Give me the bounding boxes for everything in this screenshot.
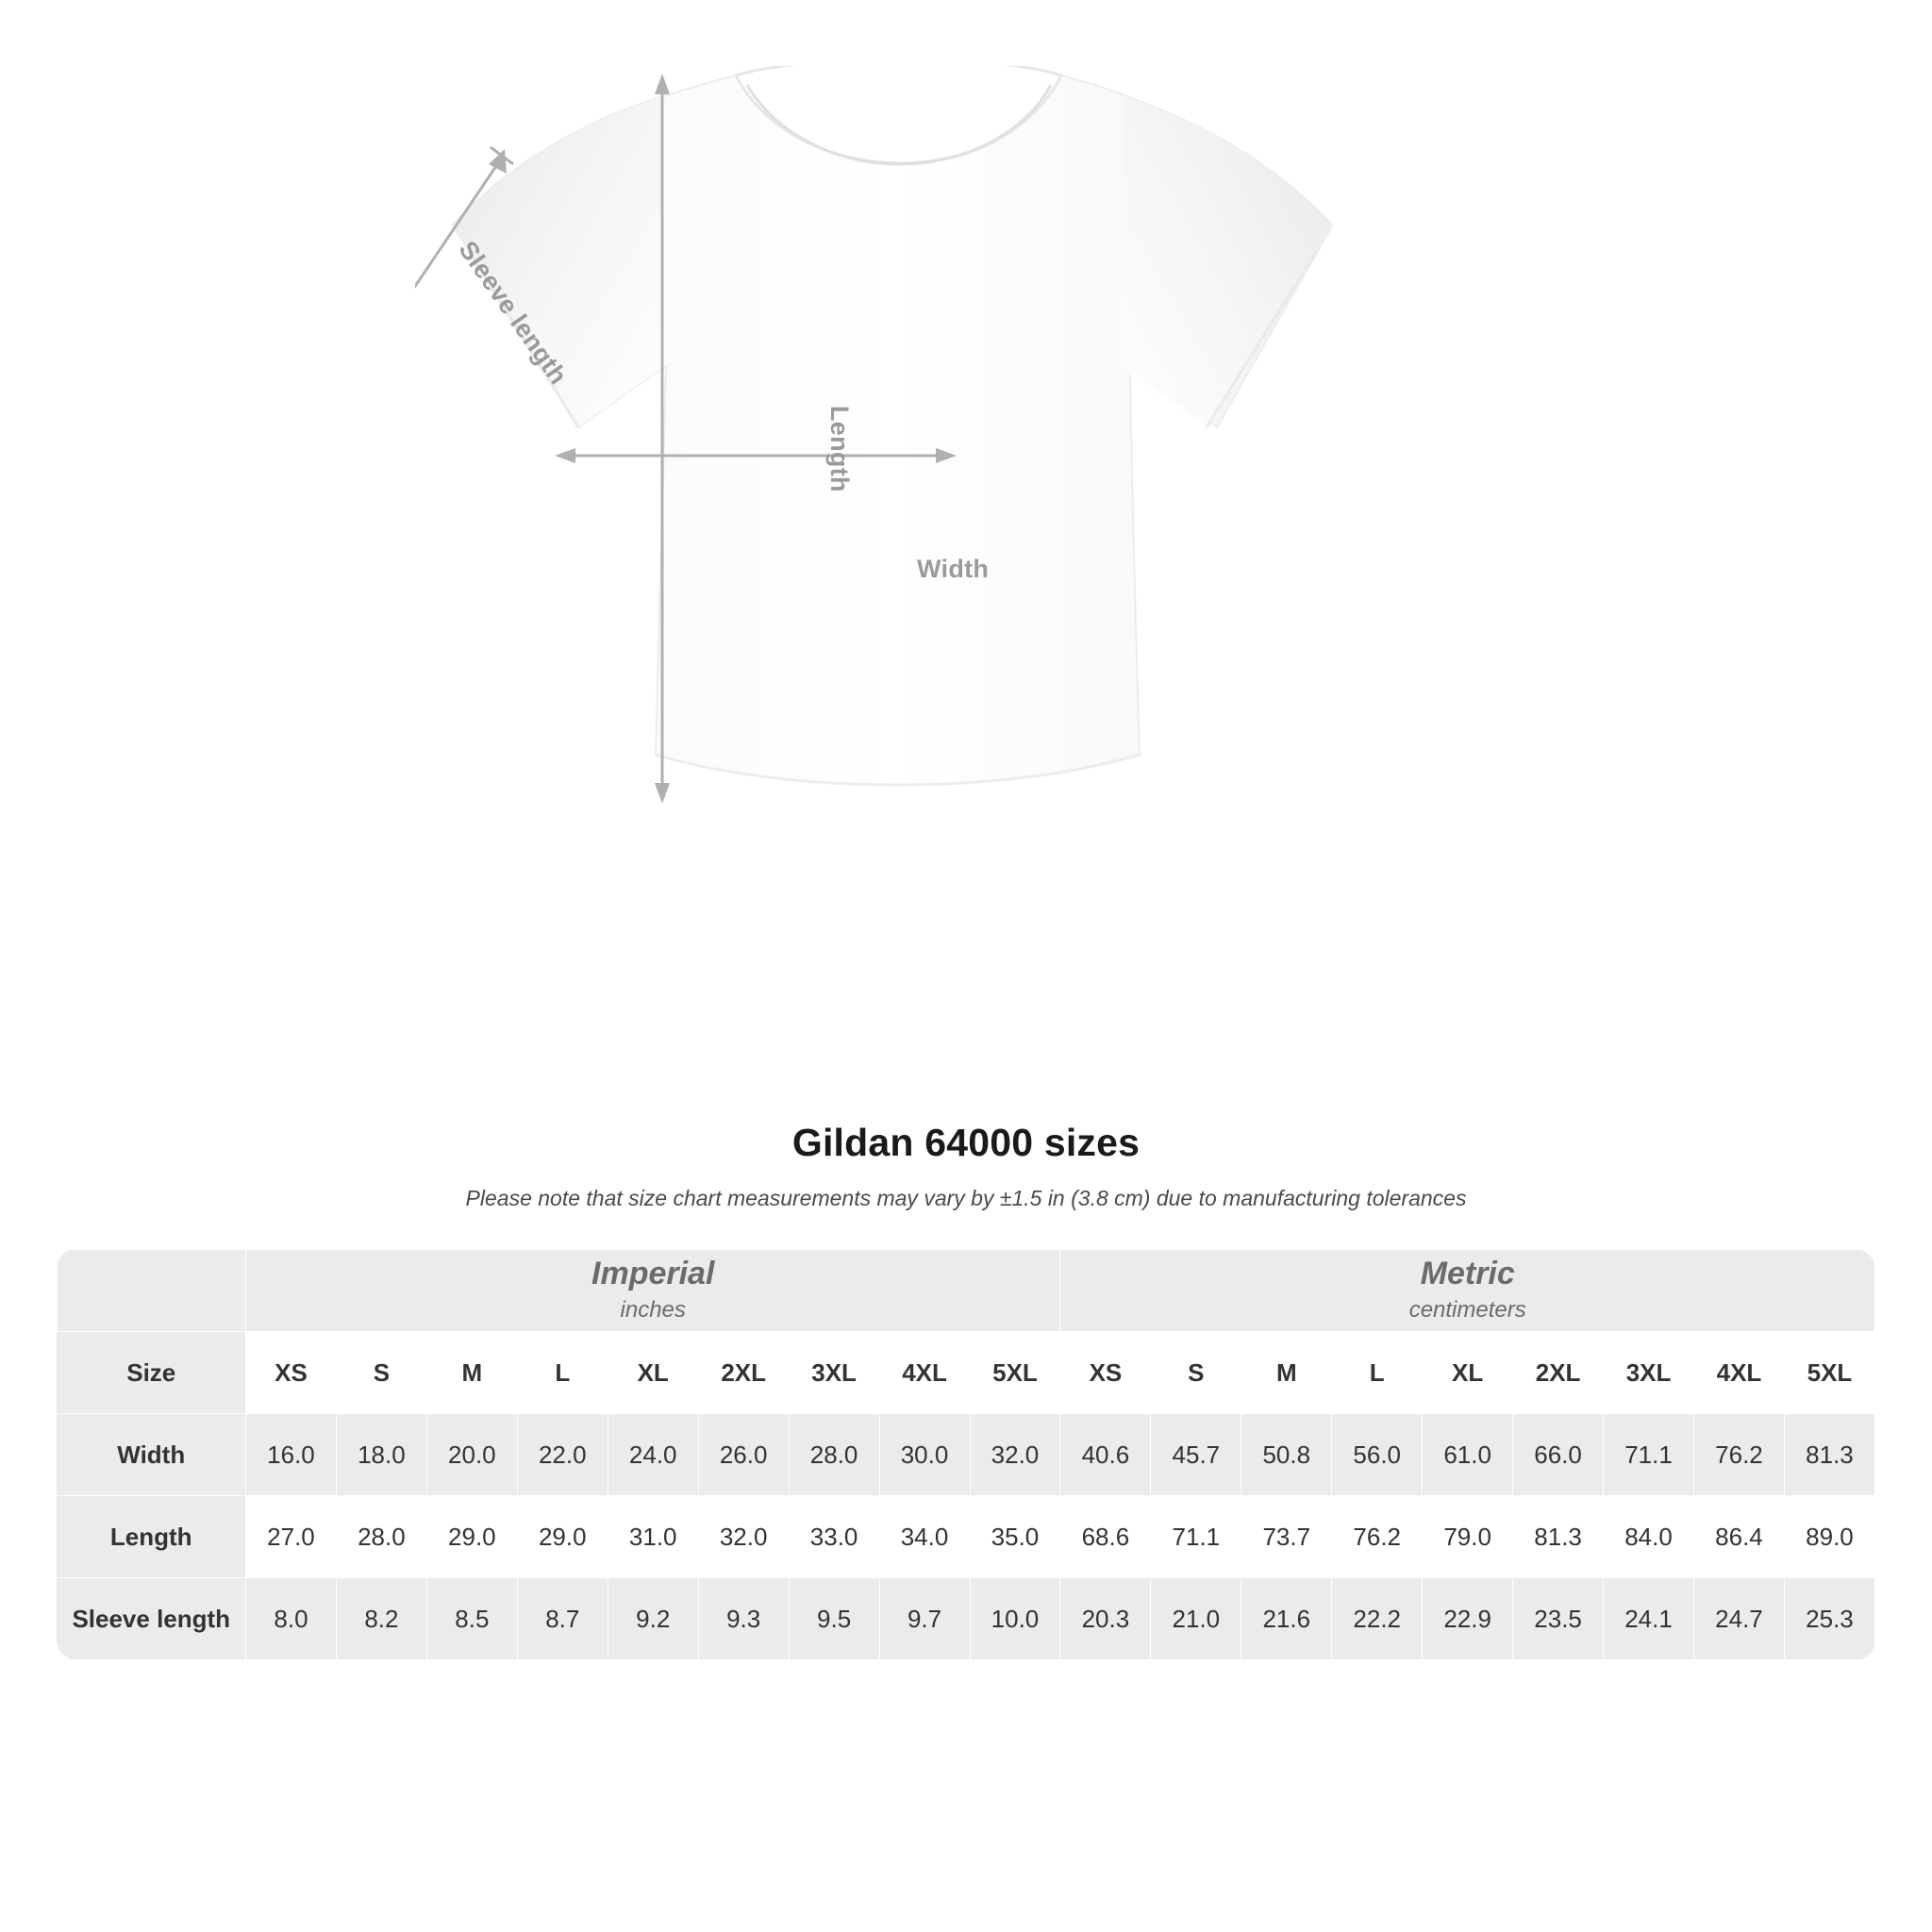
table-row <box>58 1496 1875 1578</box>
cell-length-10: 71.1 <box>1151 1496 1241 1578</box>
cell-width-9: 40.6 <box>1060 1414 1151 1496</box>
cell-length-8: 35.0 <box>970 1496 1060 1578</box>
row-label-width: Width <box>58 1414 246 1496</box>
size-col-16: 4XL <box>1694 1332 1785 1414</box>
cell-length-4: 31.0 <box>608 1496 698 1578</box>
size-col-13: XL <box>1423 1332 1513 1414</box>
cell-sleeve-6: 9.5 <box>789 1578 879 1660</box>
cell-sleeve-13: 22.9 <box>1423 1578 1513 1660</box>
cell-length-13: 79.0 <box>1423 1496 1513 1578</box>
cell-length-0: 27.0 <box>246 1496 337 1578</box>
cell-width-14: 66.0 <box>1513 1414 1604 1496</box>
cell-width-12: 56.0 <box>1332 1414 1423 1496</box>
unit-header-metric <box>1060 1250 1875 1332</box>
cell-sleeve-7: 9.7 <box>879 1578 970 1660</box>
diagram-label-sleeve-length: Sleeve length <box>453 236 574 390</box>
title-block <box>0 1121 1932 1211</box>
unit-name-imperial: Imperial <box>591 1255 715 1291</box>
cell-sleeve-4: 9.2 <box>608 1578 698 1660</box>
cell-length-14: 81.3 <box>1513 1496 1604 1578</box>
size-col-12: L <box>1332 1332 1423 1414</box>
size-col-14: 2XL <box>1513 1332 1604 1414</box>
cell-sleeve-15: 24.1 <box>1604 1578 1694 1660</box>
table-unit-header-row <box>58 1250 1875 1332</box>
size-col-15: 3XL <box>1604 1332 1694 1414</box>
cell-length-12: 76.2 <box>1332 1496 1423 1578</box>
size-col-1: S <box>336 1332 426 1414</box>
cell-width-6: 28.0 <box>789 1414 879 1496</box>
size-table-container <box>57 1249 1875 1660</box>
cell-sleeve-1: 8.2 <box>336 1578 426 1660</box>
size-col-9: XS <box>1060 1332 1151 1414</box>
cell-sleeve-16: 24.7 <box>1694 1578 1785 1660</box>
size-col-2: M <box>426 1332 517 1414</box>
cell-width-5: 26.0 <box>698 1414 789 1496</box>
cell-width-7: 30.0 <box>879 1414 970 1496</box>
table-header-size: Size <box>58 1332 246 1414</box>
cell-length-17: 89.0 <box>1784 1496 1874 1578</box>
cell-sleeve-17: 25.3 <box>1784 1578 1874 1660</box>
cell-length-11: 73.7 <box>1241 1496 1332 1578</box>
size-col-11: M <box>1241 1332 1332 1414</box>
cell-length-3: 29.0 <box>517 1496 608 1578</box>
cell-sleeve-8: 10.0 <box>970 1578 1060 1660</box>
cell-sleeve-10: 21.0 <box>1151 1578 1241 1660</box>
cell-length-15: 84.0 <box>1604 1496 1694 1578</box>
row-label-length: Length <box>58 1496 246 1578</box>
unit-sub-metric: centimeters <box>1408 1297 1526 1324</box>
cell-width-0: 16.0 <box>246 1414 337 1496</box>
size-col-6: 3XL <box>789 1332 879 1414</box>
cell-sleeve-5: 9.3 <box>698 1578 789 1660</box>
size-col-8: 5XL <box>970 1332 1060 1414</box>
cell-length-16: 86.4 <box>1694 1496 1785 1578</box>
cell-width-1: 18.0 <box>336 1414 426 1496</box>
unit-header-spacer <box>58 1250 246 1332</box>
cell-width-11: 50.8 <box>1241 1414 1332 1496</box>
tolerance-note: Please note that size chart measurements may vary by ±1.5 in (3.8 cm) due to manufacturing tolerances <box>465 1186 1467 1210</box>
unit-sub-imperial: inches <box>620 1297 686 1324</box>
cell-length-6: 33.0 <box>789 1496 879 1578</box>
cell-width-4: 24.0 <box>608 1414 698 1496</box>
cell-width-13: 61.0 <box>1423 1414 1513 1496</box>
cell-width-16: 76.2 <box>1694 1414 1785 1496</box>
size-col-4: XL <box>608 1332 698 1414</box>
cell-sleeve-0: 8.0 <box>246 1578 337 1660</box>
size-col-10: S <box>1151 1332 1241 1414</box>
table-row <box>58 1414 1875 1496</box>
cell-sleeve-12: 22.2 <box>1332 1578 1423 1660</box>
unit-header-imperial <box>246 1250 1060 1332</box>
page-title: Gildan 64000 sizes <box>791 1121 1141 1164</box>
size-col-7: 4XL <box>879 1332 970 1414</box>
cell-sleeve-3: 8.7 <box>517 1578 608 1660</box>
cell-sleeve-11: 21.6 <box>1241 1578 1332 1660</box>
size-col-17: 5XL <box>1784 1332 1874 1414</box>
cell-width-8: 32.0 <box>970 1414 1060 1496</box>
diagram-label-width: Width <box>917 555 990 583</box>
cell-length-7: 34.0 <box>879 1496 970 1578</box>
cell-width-10: 45.7 <box>1151 1414 1241 1496</box>
row-label-sleeve-length: Sleeve length <box>58 1578 246 1660</box>
size-table <box>57 1249 1875 1660</box>
cell-sleeve-9: 20.3 <box>1060 1578 1151 1660</box>
unit-name-metric: Metric <box>1420 1255 1515 1291</box>
cell-width-17: 81.3 <box>1784 1414 1874 1496</box>
cell-length-9: 68.6 <box>1060 1496 1151 1578</box>
size-col-0: XS <box>246 1332 337 1414</box>
cell-width-3: 22.0 <box>517 1414 608 1496</box>
cell-sleeve-2: 8.5 <box>426 1578 517 1660</box>
size-col-3: L <box>517 1332 608 1414</box>
cell-width-15: 71.1 <box>1604 1414 1694 1496</box>
cell-sleeve-14: 23.5 <box>1513 1578 1604 1660</box>
diagram-label-length: Length <box>825 406 854 492</box>
cell-width-2: 20.0 <box>426 1414 517 1496</box>
cell-length-1: 28.0 <box>336 1496 426 1578</box>
size-col-5: 2XL <box>698 1332 789 1414</box>
table-row <box>58 1578 1875 1660</box>
cell-length-5: 32.0 <box>698 1496 789 1578</box>
cell-length-2: 29.0 <box>426 1496 517 1578</box>
table-size-row <box>58 1332 1875 1414</box>
